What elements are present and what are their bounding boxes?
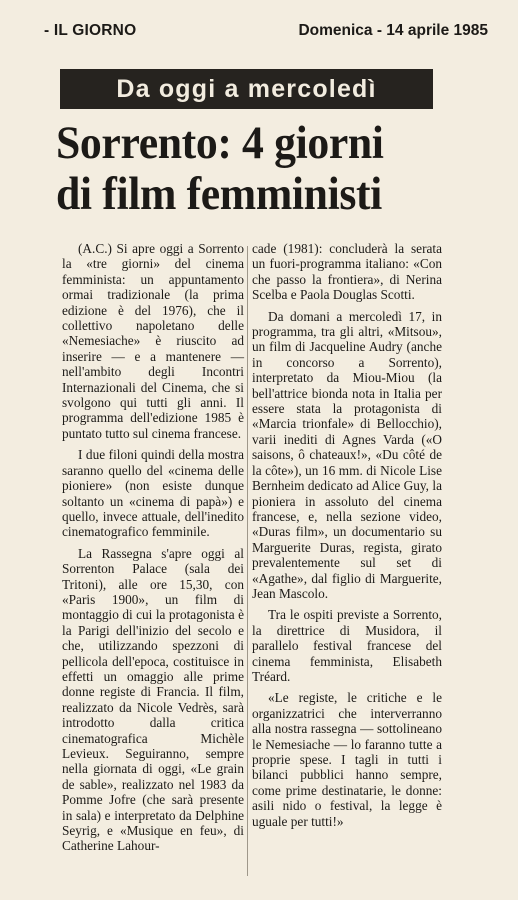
kicker-banner: Da oggi a mercoledì: [60, 69, 433, 109]
column-divider: [247, 246, 248, 876]
paragraph: Tra le ospiti previste a Sorrento, la direttrice di Musidora, il parallelo festival francese del cinema femminista, Elisabeth Tréard.: [252, 607, 442, 684]
paragraph: (A.C.) Si apre oggi a Sorrento la «tre giorni» del cinema femminista: un appuntamento ormai tradizionale (la prima edizione è del 1976), che il collettivo napoletano delle «Nemesiache» è riuscito ad inserire — e a mantenere — nell'ambito degli Incontri Internazionali del Cinema, che si svolgono qui tutti gli anni. Il programma dell'edizione 1985 è puntato tutto sul cinema francese.: [62, 241, 244, 441]
headline-line-2: di film femministi: [56, 168, 382, 220]
headline-line-1: Sorrento: 4 giorni: [56, 117, 384, 169]
newspaper-name: - IL GIORNO: [44, 22, 137, 39]
paragraph: «Le registe, le critiche e le organizzatrici che interverranno alla nostra rassegna — sottolineano le Nemesiache — lo faranno tutte a proprie spese. I tagli in tutti i bilanci pubblici hanno sempre, come prime destinatarie, le donne: asili nido o festival, la legge è uguale per tutti!»: [252, 690, 442, 829]
article-column-1: [62, 241, 244, 854]
paragraph: La Rassegna s'apre oggi al Sorrenton Palace (sala dei Tritoni), alle ore 15,30, con «Paris 1900», un film di montaggio di cui la protagonista è la Parigi dell'inizio del secolo e che, utilizzando spezzoni di pellicola dell'epoca, costituisce in effetti un omaggio alle prime donne registe di Francia. Il film, realizzato da Nicole Vedrès, sarà introdotto dalla critica cinematografica Michèle Levieux. Seguiranno, sempre nella giornata di oggi, «Le grain de sable», realizzato nel 1983 da Pomme Jofre (che sarà presente in sala) e interpretato da Delphine Seyrig, e «Musique en feu», di Catherine Lahour-: [62, 545, 244, 854]
paragraph: Da domani a mercoledì 17, in programma, tra gli altri, «Mitsou», un film di Jacqueline Audry (anche in concorso a Sorrento), interpretato da Miou-Miou (la bell'attrice bionda nota in Italia per essere stata la protagonista di «Marcia trionfale» di Bellocchio), varii inediti di Agnes Varda («O saisons, ô chateaux!», «Du côté de la côte»), un 16 mm. di Nicole Lise Bernheim dedicato ad Alice Guy, la pioniera in assoluto del cinema francese, e, nella sezione video, «Duras film», un documentario su Marguerite Duras, regista, girato prevalentemente sul set di «Agathe», dal figlio di Marguerite, Jean Mascolo.: [252, 308, 442, 601]
headline: [56, 118, 419, 220]
paragraph-continued: cade (1981): concluderà la serata un fuori-programma italiano: «Con che passo la frontiera», di Nerina Scelba e Paola Douglas Scotti.: [252, 241, 442, 303]
paragraph: I due filoni quindi della mostra saranno quello del «cinema delle pioniere» (non esiste dunque soltanto un «cinema di papà») e quello, invece attuale, dell'inedito cinematografico femminile.: [62, 447, 244, 540]
publication-date: Domenica - 14 aprile 1985: [298, 22, 488, 39]
article-column-2: [252, 241, 442, 829]
